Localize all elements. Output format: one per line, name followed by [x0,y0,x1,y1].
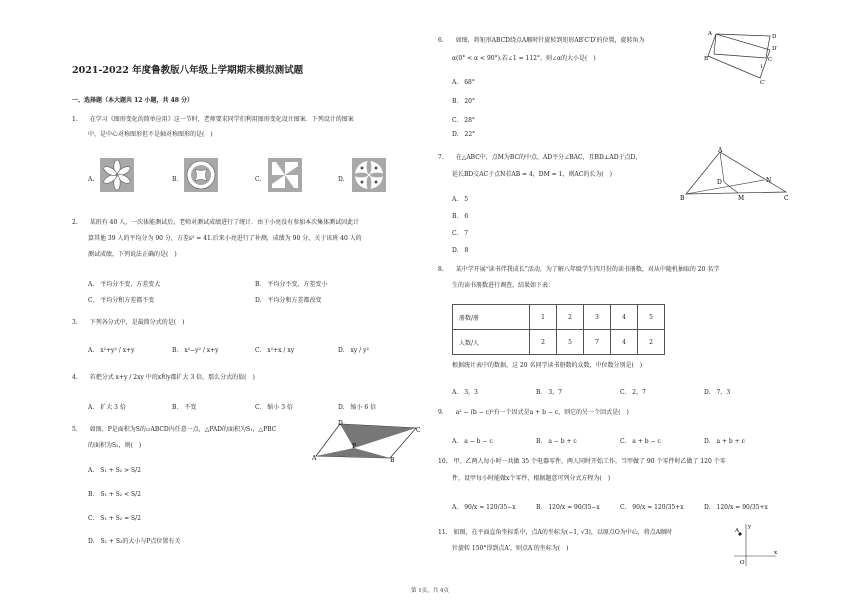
section-heading: 一、选择题（本大题共 12 小题，共 48 分） [72,97,194,104]
svg-text:B: B [390,457,395,462]
q1-label-b: B. [172,176,179,183]
q4-option-b: B. 不变 [172,404,197,411]
q1-label-d: D. [338,176,345,183]
svg-text:y: y [748,524,752,530]
q2-line3: 测试成绩，下列说法正确的是( ) [88,251,177,258]
q8-option-b: B. 3，7 [536,389,562,396]
q4-stem: 4. 若把分式 x+y / 2xy 中的x和y都扩大 3 倍，那么分式的值( ) [72,374,255,381]
flower-pattern-icon [100,158,134,192]
q10-option-d: D. 120/x = 90/35+x [704,504,768,511]
q5-parallelogram-figure [312,420,424,462]
q10-line1: 10. 甲、乙两人每小时一共做 35 个电器零件，两人同时开始工作，当甲做了 90 个零件时乙做了 120 个零 [438,458,726,465]
circle-square-pattern-icon [184,158,218,192]
q8-line1: 8. 某中学开展“读书伴我成长”活动，为了解八年级学生四月份的读书册数，对从中随机抽取的 20 名学 [438,266,720,273]
q2-option-a: A. 平均分不变，方差变大 [88,281,161,288]
q2-line1: 2. 某班有 40 人，一次体能测试后，老师对测试成绩进行了统计．由于小亮没有参加本次集体测试因此计 [72,219,360,226]
q10-option-c: C. 90/x = 120/35+x [620,504,684,511]
table-cell: 1 [530,305,557,330]
q10-option-a: A. 90/x = 120/35−x [452,504,516,511]
q3-option-b: B. x²−y² / x+y [172,347,219,354]
q2-line2: 算其他 39 人的平均分为 90 分，方差s² = 41.后来小亮进行了补测，成绩为 90 分，关于该班 40 人的 [88,235,362,242]
q1-label-c: C. [255,176,262,183]
svg-text:B′: B′ [704,56,710,62]
svg-text:C′: C′ [760,80,766,84]
q5-option-c: C. S₁ + S₂ = S/2 [88,515,141,522]
q7-triangle-figure [680,146,792,202]
svg-text:D: D [717,179,722,186]
q9-option-a: A. a − b − c [452,438,493,445]
q3-option-d: D. xy / y² [338,347,369,354]
q10-line2: 件，设甲每小时能做x个零件，根据题意可列分式方程为( ) [452,475,611,482]
svg-text:D: D [772,34,777,40]
q11-line1: 11. 如图，在平面直角坐标系中，点A的坐标为(−1, √3)，以原点O为中心，将点A顺时 [438,529,673,536]
q8-line2: 生的读书册数进行调查，结果如下表： [452,282,555,289]
q9-option-c: C. a + b − c [620,438,661,445]
svg-text:D′: D′ [772,46,778,52]
q8-option-a: A. 3，3 [452,389,478,396]
q5-line2: 的面积为S₂，则( ) [88,442,142,449]
svg-text:N: N [766,177,772,184]
svg-text:A: A [708,31,712,37]
table-cell: 3 [584,305,611,330]
q7-option-d: D. 8 [452,247,469,254]
q8-table [452,304,665,355]
q5-option-b: B. S₁ + S₂ < S/2 [88,491,141,498]
table-cell: 2 [530,330,557,355]
q6-option-b: B. 20° [452,98,475,105]
q1-figure-d [352,158,386,192]
table-cell: 4 [611,305,638,330]
table-cell: 2 [557,305,584,330]
q3-stem: 3. 下列各分式中，是最简分式的是( ) [72,319,185,326]
q5-option-d: D. S₁ + S₂的大小与P点位置有关 [88,538,181,545]
q8-option-c: C. 2，7 [620,389,646,396]
table-row [453,330,665,355]
q1-line1: 1. 在学习《图形变化的简单应用》这一节时，老师要求同学们利用图形变化设计图案．下列设计的图案 [72,116,354,123]
q4-option-d: D. 缩小 6 倍 [338,404,377,411]
table-cell: 册数/册 [453,305,530,330]
q4-option-a: A. 扩大 3 倍 [88,404,126,411]
q6-option-d: D. 22° [452,131,476,138]
q10-option-b: B. 120/x = 90/35−x [536,504,600,511]
q6-option-a: A. 68° [452,79,475,86]
q8-option-d: D. 7，3 [704,389,731,396]
svg-text:A: A [312,455,317,462]
q9-option-b: B. a − b + c [536,438,577,445]
svg-text:O: O [740,560,745,566]
four-leaf-pattern-icon [352,158,386,192]
q3-option-c: C. x²+x / xy [255,347,295,354]
svg-text:x: x [774,550,778,556]
table-cell: 5 [638,305,665,330]
svg-text:D: D [338,420,343,427]
q9-option-d: D. a + b + c [704,438,745,445]
table-cell: 2 [638,330,665,355]
q7-option-a: A. 5 [452,196,469,203]
q2-option-b: B. 平均分不变，方差变小 [255,281,328,288]
q5-line1: 5. 如图，P是面积为S的▱ABCD内任意一点，△PAD的面积为S₁，△PBC [72,426,277,433]
q6-option-c: C. 28° [452,117,475,124]
exam-title: 2021-2022 年度鲁教版八年级上学期期末模拟测试题 [72,65,304,76]
q2-option-d: D. 平均分和方差都改变 [255,297,322,304]
svg-text:C: C [416,427,421,434]
q2-option-c: C. 平均分和方差都不变 [88,297,155,304]
svg-text:B: B [680,195,685,202]
q6-line2: α(0° < α < 90°).若∠1 = 112°，则∠α的大小是( ) [452,55,596,62]
table-cell: 人数/人 [453,330,530,355]
svg-text:A: A [718,147,723,154]
q11-line2: 针旋转 150°得到点A′，则点A′的坐标为( ) [452,545,569,552]
table-cell: 4 [611,330,638,355]
svg-text:C: C [768,57,773,63]
q7-line2: 延长BD交AC于点N若AB = 4，DM = 1，则AC的长为( ) [452,171,613,178]
q7-line1: 7. 在△ABC中，点M为BC的中点，AD平分∠BAC，且BD⊥AD于点D， [438,154,642,161]
pinwheel-icon [268,158,302,192]
page-footer: 第 1页，共 4页 [411,588,449,594]
svg-text:C: C [784,195,789,202]
svg-text:M: M [738,195,745,202]
table-cell: 5 [557,330,584,355]
q5-option-a: A. S₁ + S₂ > S/2 [88,467,141,474]
q11-coordinate-figure [730,520,780,568]
q8-line3: 根据统计表中的数据，这 20 名同学读书册数的众数，中位数分别是( ) [452,362,643,369]
q7-option-b: B. 6 [452,213,469,220]
q1-label-a: A. [88,176,95,183]
q4-option-c: C. 缩小 3 倍 [255,404,293,411]
svg-text:A: A [735,528,739,534]
q9-stem: 9. a² − (b − c)²有一个因式是a + b − c，则它的另一个因式是( ) [438,409,629,416]
q1-figure-b [184,158,218,192]
q7-option-c: C. 7 [452,230,469,237]
q6-rotated-rectangle-figure [704,28,784,84]
q6-line1: 6. 如图，将矩形ABCD绕点A顺时针旋转到矩形AB′C′D′的位置，旋转角为 [438,37,645,44]
q1-figure-a [100,158,134,192]
table-row [453,305,665,330]
q3-option-a: A. x²+y² / x+y [88,347,135,354]
svg-text:P: P [352,443,357,450]
svg-text:1: 1 [760,64,764,70]
q1-line2: 中，是中心对称图形但不是轴对称图形的是( ) [88,131,213,138]
table-cell: 7 [584,330,611,355]
q1-figure-c [268,158,302,192]
